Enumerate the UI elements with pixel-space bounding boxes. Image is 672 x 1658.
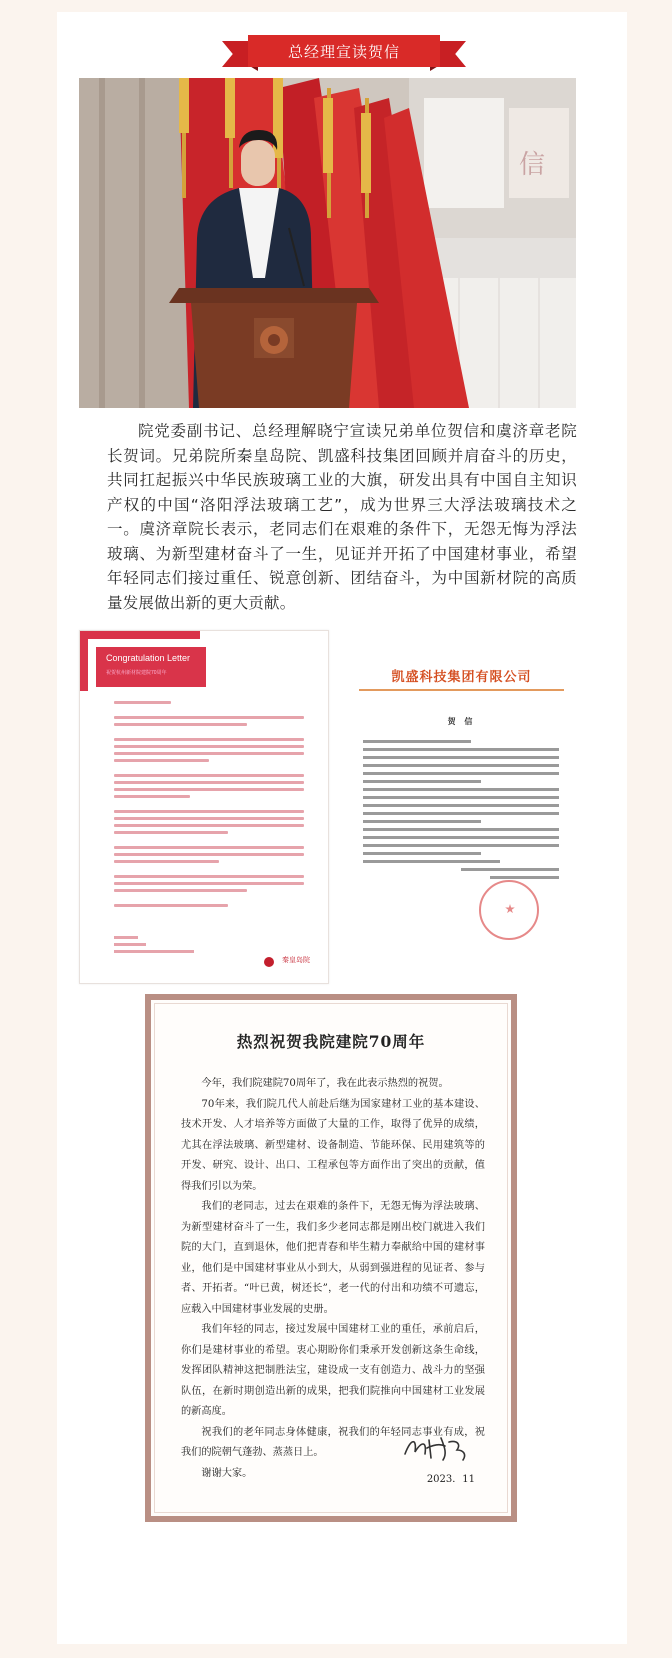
section-ribbon [232,35,456,71]
elder-letter-date: 2023．11 [426,1474,475,1485]
svg-text:信: 信 [519,150,546,180]
elder-congratulation-letter [145,994,517,1522]
letter-signature-lines [114,936,194,957]
elder-letter-paragraph: 我们年轻的同志，接过发展中国建材工业的重任，承前启后，你们是建材事业的希望。衷心期盼你们秉承开发创新这条生命线，发挥团队精神这把制胜法宝，建设成一支有创造力、战斗力的坚强队伍，在新时期创造出新的成果，把我们院推向中国建材工业发展的新高度。 [181,1324,485,1417]
article-card [57,12,627,1644]
kaisheng-company-name: 凯盛科技集团有限公司 [391,670,532,685]
elder-letter-paragraph: 谢谢大家。 [201,1467,253,1479]
elder-letter-paragraph: 祝我们的老年同志身体健康，祝我们的年轻同志事业有成，祝我们的院朝气蓬勃、蒸蒸日上。 [181,1426,485,1458]
elder-letter-paragraph: 70年来，我们院几代人前赴后继为国家建材工业的基本建设、技术开发、人才培养等方面做了大量的工作，取得了优异的成绩，尤其在浮法玻璃、新型建材、设备制造、节能环保、民用建筑等的开发、研究、设计、出口、工程承包等方面作出了突出的贡献，值得我们引以为荣。 [181,1098,485,1192]
elder-letter-paragraph: 我们的老同志，过去在艰难的条件下，无怨无悔为浮法玻璃、为新型建材奋斗了一生，我们多少老同志都是刚出校门就进入我们院的大门，直到退休，他们把青春和毕生精力奉献给中国的建材事业，他们是中国建材事业从小到大，从弱到强进程的见证者、参与者、开拓者。“叶已黄，树还长”，老一代的付出和功绩不可遗忘，应载入中国建材事业发展的史册。 [181,1201,485,1315]
qinhuangdao-logo-text: 秦皇岛院 [282,957,310,964]
article-paragraph: 院党委副书记、总经理解晓宁宣读兄弟单位贺信和虞济章老院长贺词。兄弟院所秦皇岛院、凯盛科技集团回顾并肩奋斗的历史，共同扛起振兴中华民族玻璃工业的大旗，研发出具有中国自主知识产权的中国“洛阳浮法玻璃工艺”，成为世界三大浮法玻璃技术之一。虞济章院长表示，老同志们在艰难的条件下，无怨无悔为浮法玻璃、为新型建材奋斗了一生，见证并开拓了中国建材事业，希望年轻同志们接过重任、锐意创新、团结奋斗，为中国新材院的高质量发展做出新的更大贡献。 [107,422,577,612]
kaisheng-letter [349,650,574,985]
qinhuangdao-letter [79,630,329,984]
letter-text-lines [114,701,304,911]
kaisheng-text-lines [363,740,559,884]
letter-banner-title: Congratulation Letter [106,653,191,663]
kaisheng-letter-title: 贺 信 [447,717,476,726]
elder-letter-paragraph: 今年，我们院建院70周年了，我在此表示热烈的祝贺。 [201,1078,449,1089]
letter-banner-subtitle: 祝贺杭州新材院建院70周年 [106,670,167,676]
speaker-photo [79,78,576,408]
kaisheng-seal-icon [479,880,539,940]
letter-banner [96,647,206,687]
podium-scene-image [79,78,576,408]
elder-letter-body [181,1074,485,1484]
qinhuangdao-logo-icon [264,957,274,967]
elder-letter-title: 热烈祝贺我院建院70周年 [236,1032,426,1051]
ribbon-title: 总经理宣读贺信 [248,35,440,67]
handwritten-signature-icon [401,1434,471,1462]
kaisheng-header-rule [359,689,564,691]
congratulation-letters [79,630,576,986]
